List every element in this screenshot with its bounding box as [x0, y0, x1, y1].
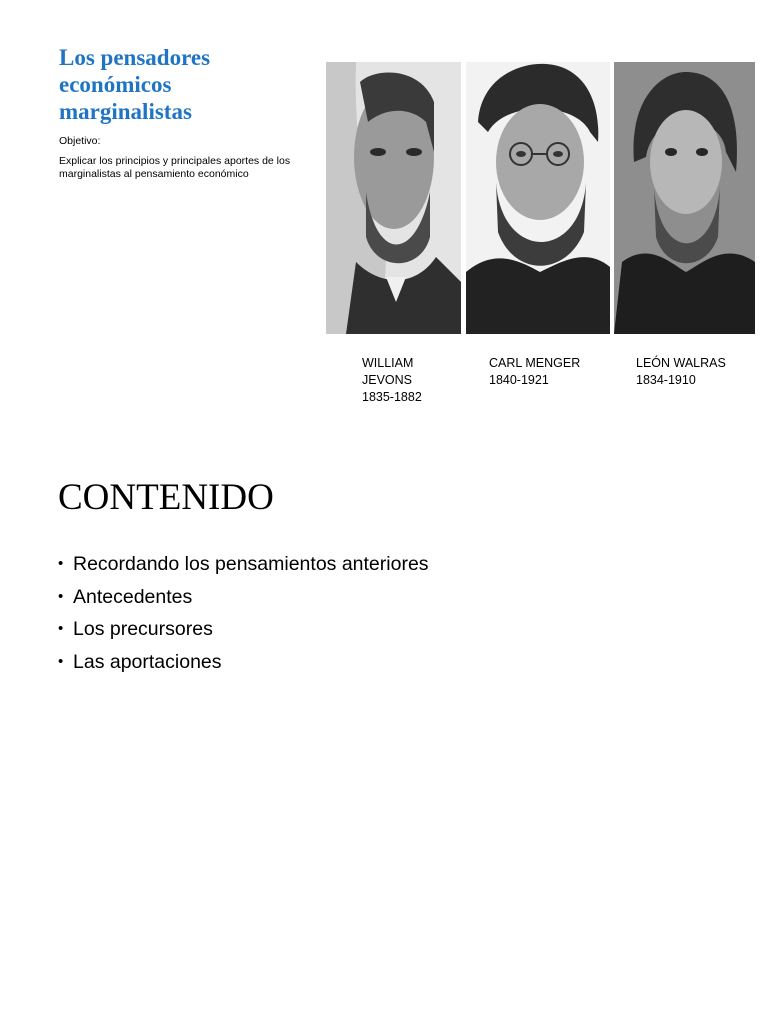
list-item	[58, 548, 429, 581]
bullet-icon: •	[58, 555, 64, 572]
portrait-walras-image	[614, 62, 755, 334]
contents-title: CONTENIDO	[58, 477, 274, 518]
caption-jevons	[362, 355, 452, 406]
list-item	[58, 581, 429, 614]
caption-menger-years: 1840-1921	[489, 373, 549, 387]
slide-objective	[0, 0, 768, 440]
objective-text: Explicar los principios y principales aportes de los marginalistas al pensamiento económico	[59, 155, 291, 180]
bullet-icon: •	[58, 652, 64, 670]
objective-label: Objetivo:	[59, 135, 101, 147]
caption-menger	[489, 355, 599, 389]
caption-walras	[636, 355, 746, 389]
portrait-menger-image	[466, 62, 610, 334]
list-item-text: Recordando los pensamientos anteriores	[73, 553, 429, 575]
list-item-text: Los precursores	[73, 618, 213, 640]
slide-contents	[0, 470, 768, 1024]
bullet-icon: •	[58, 620, 64, 637]
slide-title: Los pensadores económicos marginalistas	[59, 45, 211, 124]
contents-list	[58, 548, 429, 678]
caption-jevons-years: 1835-1882	[362, 390, 422, 404]
caption-menger-name: CARL MENGER	[489, 356, 581, 370]
caption-walras-years: 1834-1910	[636, 373, 696, 387]
list-item-text: Antecedentes	[73, 585, 193, 608]
bullet-icon: •	[58, 587, 64, 605]
portrait-jevons-image	[326, 62, 461, 334]
list-item-text: Las aportaciones	[73, 650, 222, 673]
caption-walras-name: LEÓN WALRAS	[636, 356, 726, 370]
list-item	[58, 646, 429, 679]
caption-jevons-name-line-2: JEVONS	[362, 373, 413, 387]
list-item	[58, 613, 429, 646]
caption-jevons-name-line-1: WILLIAM	[362, 356, 414, 370]
